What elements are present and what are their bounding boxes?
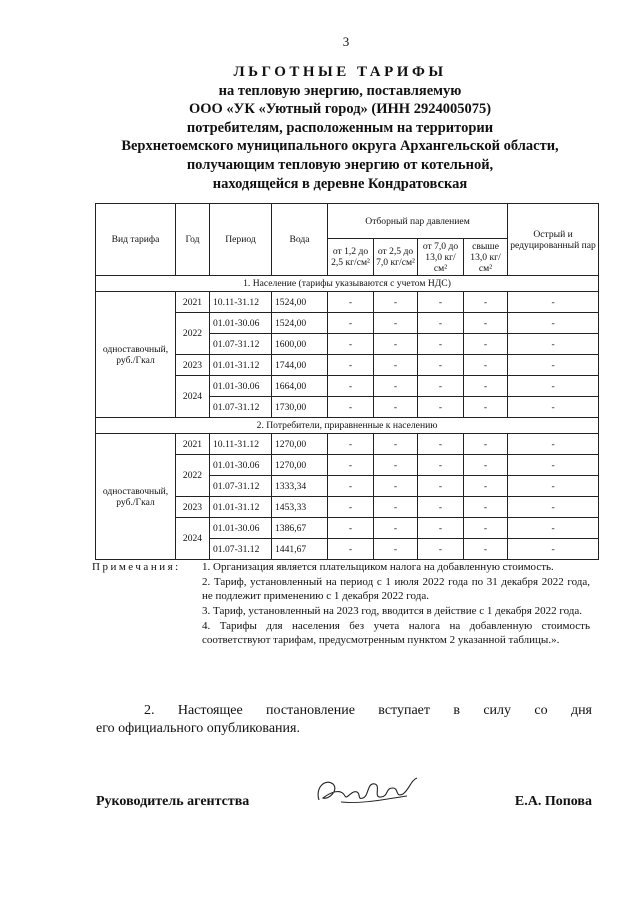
title-line: Верхнетоемского муниципального округа Архангельской области,	[121, 138, 559, 155]
water-cell: 1270,00	[272, 455, 328, 476]
value-cell: -	[374, 434, 418, 455]
document-title	[90, 63, 590, 193]
value-cell: -	[418, 518, 464, 539]
note-item: 4. Тарифы для населения без учета налога на добавленную стоимость соответствуют тарифам, предусмотренным пунктом 2 указанной таблицы.».	[202, 620, 590, 646]
section-title-row	[96, 276, 599, 292]
section-title: 1. Население (тарифы указываются с учетом НДС)	[96, 276, 599, 292]
value-cell: -	[374, 518, 418, 539]
period-cell: 10.11-31.12	[210, 434, 272, 455]
header-tariff-type: Вид тарифа	[96, 204, 176, 276]
title-line: потребителям, расположенным на территории	[186, 119, 494, 136]
value-cell: -	[464, 397, 508, 418]
value-cell: -	[374, 497, 418, 518]
value-cell: -	[508, 476, 599, 497]
value-cell: -	[508, 497, 599, 518]
table-row	[96, 292, 599, 313]
page-number: 3	[342, 34, 350, 49]
value-cell: -	[374, 397, 418, 418]
value-cell: -	[418, 334, 464, 355]
year-cell: 2022	[176, 455, 210, 497]
note-item: 1. Организация является плательщиком налога на добавленную стоимость.	[202, 561, 554, 573]
year-cell: 2021	[176, 434, 210, 455]
value-cell: -	[464, 455, 508, 476]
water-cell: 1744,00	[272, 355, 328, 376]
value-cell: -	[418, 355, 464, 376]
value-cell: -	[418, 455, 464, 476]
period-cell: 10.11-31.12	[210, 292, 272, 313]
water-cell: 1730,00	[272, 397, 328, 418]
water-cell: 1441,67	[272, 539, 328, 560]
value-cell: -	[418, 434, 464, 455]
value-cell: -	[464, 292, 508, 313]
value-cell: -	[328, 376, 374, 397]
period-cell: 01.07-31.12	[210, 539, 272, 560]
note-item: 3. Тариф, установленный на 2023 год, вводится в действие с 1 декабря 2022 года.	[202, 605, 582, 617]
value-cell: -	[374, 313, 418, 334]
water-cell: 1524,00	[272, 313, 328, 334]
header-steam-3: от 7,0 до 13,0 кг/см²	[418, 239, 464, 276]
title-line: ООО «УК «Уютный город» (ИНН 2924005075)	[188, 101, 492, 118]
notes-list	[202, 560, 590, 648]
value-cell: -	[508, 376, 599, 397]
clause-2	[96, 702, 592, 738]
header-steam-4: свыше 13,0 кг/см²	[464, 239, 508, 276]
value-cell: -	[464, 355, 508, 376]
period-cell: 01.01-30.06	[210, 376, 272, 397]
value-cell: -	[508, 397, 599, 418]
header-water: Вода	[272, 204, 328, 276]
header-steam-1: от 1,2 до 2,5 кг/см²	[328, 239, 374, 276]
value-cell: -	[464, 313, 508, 334]
value-cell: -	[328, 334, 374, 355]
value-cell: -	[328, 292, 374, 313]
header-row	[96, 204, 599, 239]
title-line: на тепловую энергию, поставляемую	[218, 82, 462, 99]
water-cell: 1333,34	[272, 476, 328, 497]
clause-line: его официального опубликования.	[96, 721, 300, 736]
section-title-row	[96, 418, 599, 434]
water-cell: 1453,33	[272, 497, 328, 518]
period-cell: 01.07-31.12	[210, 476, 272, 497]
period-cell: 01.07-31.12	[210, 397, 272, 418]
value-cell: -	[328, 355, 374, 376]
header-steam-2: от 2,5 до 7,0 кг/см²	[374, 239, 418, 276]
value-cell: -	[328, 455, 374, 476]
value-cell: -	[374, 355, 418, 376]
tariff-type-cell: одноставочный, руб./Гкал	[96, 292, 176, 418]
value-cell: -	[418, 313, 464, 334]
water-cell: 1386,67	[272, 518, 328, 539]
header-sharp-steam: Острый и редуцированный пар	[508, 204, 599, 276]
value-cell: -	[328, 518, 374, 539]
year-cell: 2022	[176, 313, 210, 355]
year-cell: 2023	[176, 497, 210, 518]
value-cell: -	[508, 434, 599, 455]
value-cell: -	[464, 518, 508, 539]
value-cell: -	[508, 518, 599, 539]
water-cell: 1600,00	[272, 334, 328, 355]
value-cell: -	[508, 355, 599, 376]
year-cell: 2023	[176, 355, 210, 376]
year-cell: 2021	[176, 292, 210, 313]
value-cell: -	[418, 476, 464, 497]
value-cell: -	[328, 539, 374, 560]
section-title: 2. Потребители, приравненные к населению	[96, 418, 599, 434]
handwritten-signature	[311, 770, 421, 810]
header-steam-group: Отборный пар давлением	[328, 204, 508, 239]
value-cell: -	[418, 397, 464, 418]
period-cell: 01.01-30.06	[210, 455, 272, 476]
water-cell: 1270,00	[272, 434, 328, 455]
value-cell: -	[508, 539, 599, 560]
title-main: ЛЬГОТНЫЕ ТАРИФЫ	[233, 64, 447, 80]
title-line: находящейся в деревне Кондратовская	[212, 175, 468, 192]
value-cell: -	[328, 313, 374, 334]
period-cell: 01.01-31.12	[210, 355, 272, 376]
value-cell: -	[374, 455, 418, 476]
year-cell: 2024	[176, 518, 210, 560]
value-cell: -	[328, 397, 374, 418]
value-cell: -	[374, 476, 418, 497]
tariff-type-cell: одноставочный, руб./Гкал	[96, 434, 176, 560]
value-cell: -	[328, 497, 374, 518]
tariff-table	[95, 203, 599, 560]
value-cell: -	[508, 292, 599, 313]
period-cell: 01.01-30.06	[210, 518, 272, 539]
value-cell: -	[464, 434, 508, 455]
period-cell: 01.07-31.12	[210, 334, 272, 355]
title-line: получающим тепловую энергию от котельной,	[186, 156, 494, 173]
value-cell: -	[418, 292, 464, 313]
period-cell: 01.01-30.06	[210, 313, 272, 334]
value-cell: -	[418, 539, 464, 560]
value-cell: -	[464, 497, 508, 518]
water-cell: 1524,00	[272, 292, 328, 313]
value-cell: -	[508, 455, 599, 476]
value-cell: -	[374, 292, 418, 313]
value-cell: -	[374, 376, 418, 397]
value-cell: -	[464, 539, 508, 560]
table-row	[96, 434, 599, 455]
water-cell: 1664,00	[272, 376, 328, 397]
value-cell: -	[374, 334, 418, 355]
value-cell: -	[418, 497, 464, 518]
note-item: 2. Тариф, установленный на период с 1 июля 2022 года по 31 декабря 2022 года, не подлежит применению с 1 декабря 2022 года.	[202, 576, 590, 602]
year-cell: 2024	[176, 376, 210, 418]
notes-label: Примечания:	[92, 561, 181, 573]
value-cell: -	[464, 376, 508, 397]
signer-name: Е.А. Попова	[514, 794, 592, 809]
value-cell: -	[508, 334, 599, 355]
header-period: Период	[210, 204, 272, 276]
value-cell: -	[328, 434, 374, 455]
value-cell: -	[464, 476, 508, 497]
value-cell: -	[508, 313, 599, 334]
value-cell: -	[418, 376, 464, 397]
period-cell: 01.01-31.12	[210, 497, 272, 518]
value-cell: -	[374, 539, 418, 560]
value-cell: -	[328, 476, 374, 497]
clause-line: 2. Настоящее постановление вступает в силу со дня	[144, 703, 592, 718]
header-year: Год	[176, 204, 210, 276]
value-cell: -	[464, 334, 508, 355]
signer-role: Руководитель агентства	[96, 794, 250, 809]
